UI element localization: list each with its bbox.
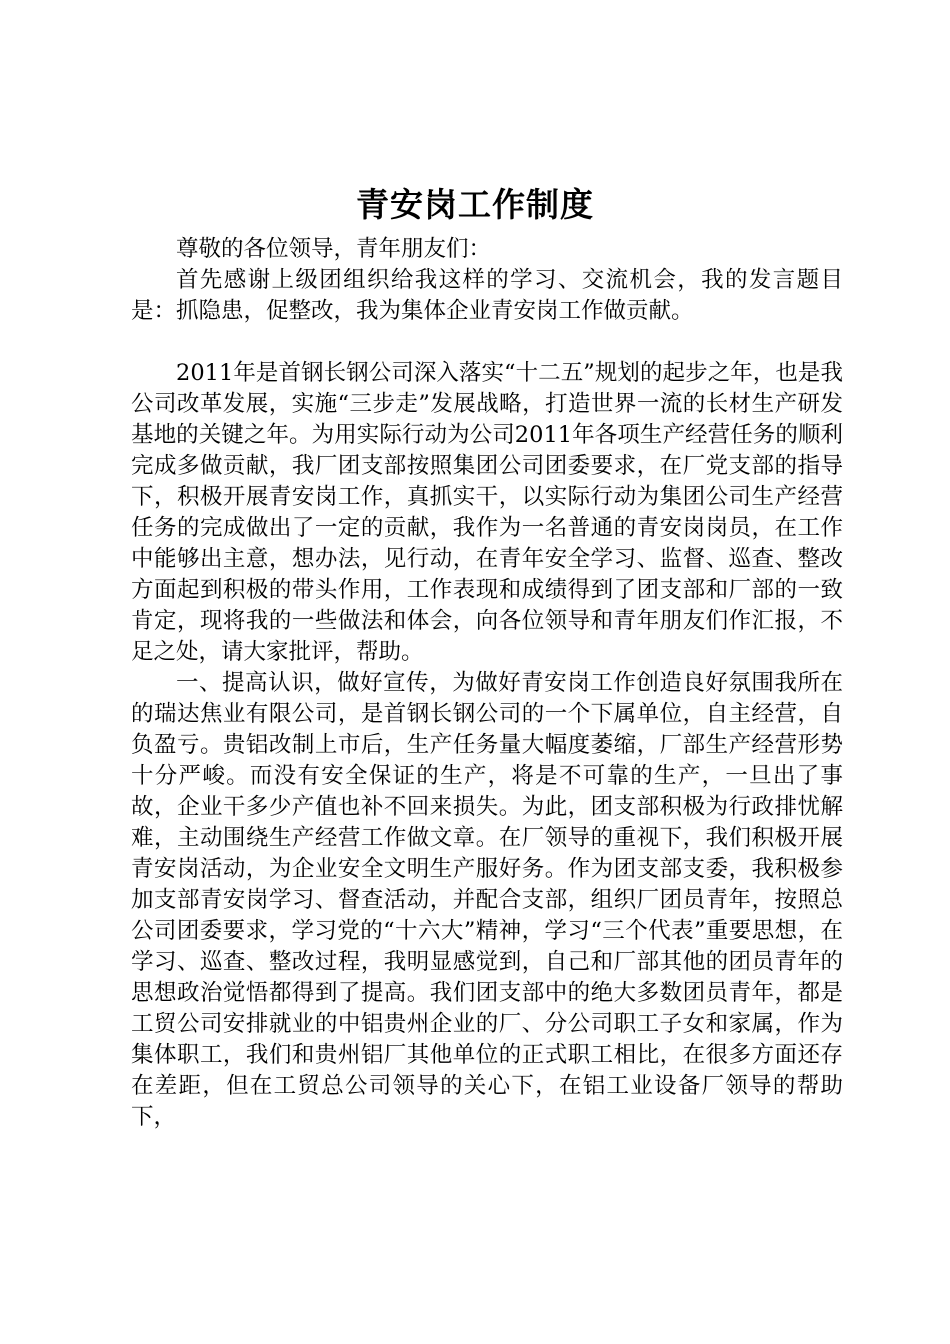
document-body — [131, 234, 843, 1133]
salutation-paragraph: 尊敬的各位领导，青年朋友们： — [176, 236, 492, 262]
background-paragraph: 2011年是首钢长钢公司深入落实“十二五”规划的起步之年，也是我公司改革发展，实施“三步走”发展战略，打造世界一流的长材生产研发基地的关键之年。为用实际行动为公司2011年各项生产经营任务的顺利完成多做贡献，我厂团支部按照集团公司团委要求，在厂党支部的指导下，积极开展青安岗工作，真抓实干，以实际行动为集团公司生产经营任务的完成做出了一定的贡献，我作为一名普通的青安岗岗员，在工作中能够出主意，想办法，见行动，在青年安全学习、监督、巡查、整改方面起到积极的带头作用，工作表现和成绩得到了团支部和厂部的一致肯定，现将我的一些做法和体会，向各位领导和青年朋友们作汇报，不足之处，请大家批评，帮助。 — [131, 360, 843, 665]
opening-paragraph: 首先感谢上级团组织给我这样的学习、交流机会，我的发言题目是：抓隐患，促整改，我为集体企业青安岗工作做贡献。 — [131, 267, 843, 324]
document-title: 青安岗工作制度 — [356, 185, 594, 224]
section-one-paragraph: 一、提高认识，做好宣传，为做好青安岗工作创造良好氛围我所在的瑞达焦业有限公司，是首钢长钢公司的一个下属单位，自主经营，自负盈亏。贵铝改制上市后，生产任务量大幅度萎缩，厂部生产经营形势十分严峻。而没有安全保证的生产，将是不可靠的生产，一旦出了事故，企业干多少产值也补不回来损失。为此，团支部积极为行政排忧解难，主动围绕生产经营工作做文章。在厂领导的重视下，我们积极开展青安岗活动，为企业安全文明生产服好务。作为团支部支委，我积极参加支部青安岗学习、督查活动，并配合支部，组织厂团员青年，按照总公司团委要求，学习党的“十六大”精神，学习“三个代表”重要思想，在学习、巡查、整改过程，我明显感觉到，自己和厂部其他的团员青年的思想政治觉悟都得到了提高。我们团支部中的绝大多数团员青年，都是工贸公司安排就业的中铝贵州企业的厂、分公司职工子女和家属，作为集体职工，我们和贵州铝厂其他单位的正式职工相比，在很多方面还存在差距，但在工贸总公司领导的关心下，在铝工业设备厂领导的帮助下， — [131, 670, 843, 1130]
paragraph-spacer — [131, 327, 843, 358]
